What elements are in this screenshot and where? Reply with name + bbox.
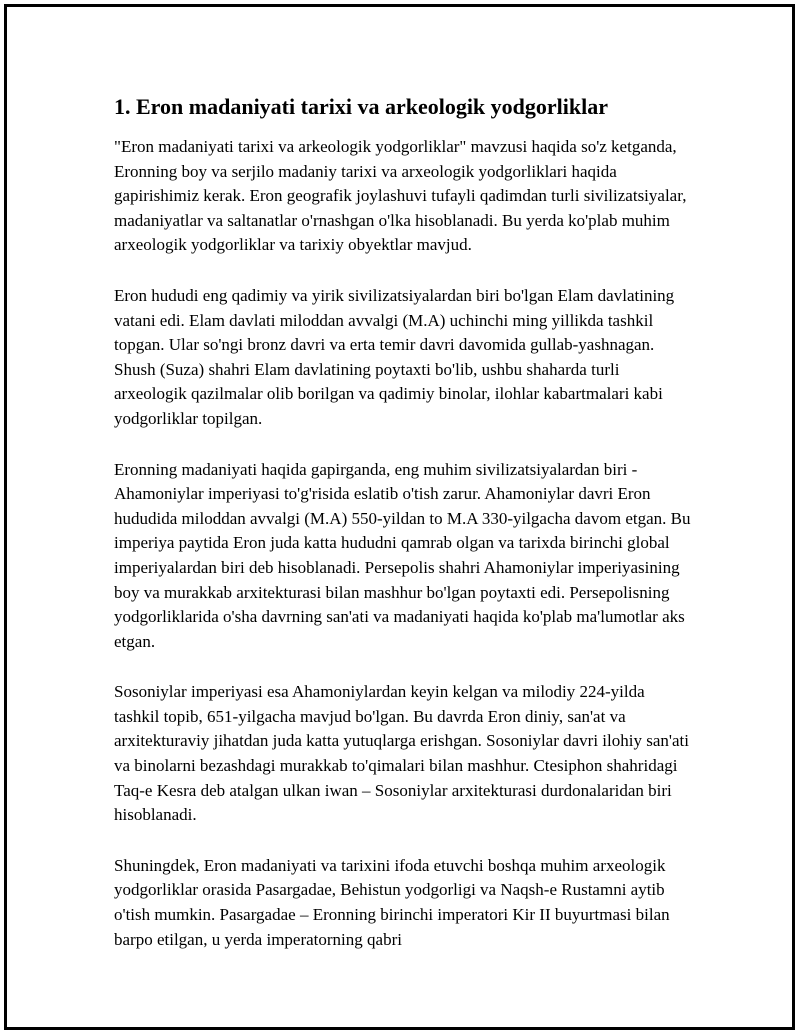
paragraph-achaemenid: Eronning madaniyati haqida gapirganda, eng muhim sivilizatsiyalardan biri - Ahamoniylar imperiyasi to'g'risida eslatib o'tish zarur. Ahamoniylar davri Eron hududida miloddan avvalgi (M.A) 550-yildan to M.A 330-yilgacha davom etgan. Bu imperiya paytida Eron juda katta hududni qamrab olgan va tarixda birinchi global imperiyalardan biri deb hisoblanadi. Persepolis shahri Ahamoniylar imperiyasining boy va murakkab arxitekturasi bilan mashhur bo'lgan poytaxti edi. Persepolisning yodgorliklarida o'sha davrning san'ati va madaniyati haqida ko'plab ma'lumotlar aks etgan.: [114, 459, 691, 651]
paragraph-other-monuments: Shuningdek, Eron madaniyati va tarixini ifoda etuvchi boshqa muhim arxeologik yodgorliklar orasida Pasargadae, Behistun yodgorligi va Naqsh-e Rustamni aytib o'tish mumkin. Pasargadae – Eronning birinchi imperatori Kir II buyurtmasi bilan barpo etilgan, u yerda imperatorning qabri: [114, 855, 670, 949]
document-body: [114, 93, 694, 978]
document-heading: 1. Eron madaniyati tarixi va arkeologik yodgorliklar: [114, 94, 609, 119]
paragraph-intro: "Eron madaniyati tarixi va arkeologik yodgorliklar" mavzusi haqida so'z ketganda, Eronning boy va serjilo madaniy tarixi va arxeologik yodgorliklari haqida gapirishimiz kerak. Eron geografik joylashuvi tufayli qadimdan turli sivilizatsiyalar, madaniyatlar va saltanatlar o'rnashgan o'lka hisoblanadi. Bu yerda ko'plab muhim arxeologik yodgorliklar va tarixiy obyektlar mavjud.: [114, 137, 687, 255]
paragraph-elam: Eron hududi eng qadimiy va yirik sivilizatsiyalardan biri bo'lgan Elam davlatining vatani edi. Elam davlati miloddan avvalgi (M.A) uchinchi ming yillikda tashkil topgan. Ular so'ngi bronz davri va erta temir davri davomida gullab-yashnagan. Shush (Suza) shahri Elam davlatining poytaxti bo'lib, ushbu shaharda turli arxeologik qazilmalar olib borilgan va qadimiy binolar, ilohlar kabartmalari kabi yodgorliklar topilgan.: [114, 285, 675, 428]
paragraph-sasanian: Sosoniylar imperiyasi esa Ahamoniylardan keyin kelgan va milodiy 224-yilda tashkil topib, 651-yilgacha mavjud bo'lgan. Bu davrda Eron diniy, san'at va arxitekturaviy jihatdan juda katta yutuqlarga erishgan. Sosoniylar davri ilohiy san'ati va binolarni bezashdagi murakkab to'qimalari bilan mashhur. Ctesiphon shahridagi Taq-e Kesra deb atalgan ulkan iwan – Sosoniylar arxitekturasi durdonalaridan biri hisoblanadi.: [114, 682, 689, 825]
